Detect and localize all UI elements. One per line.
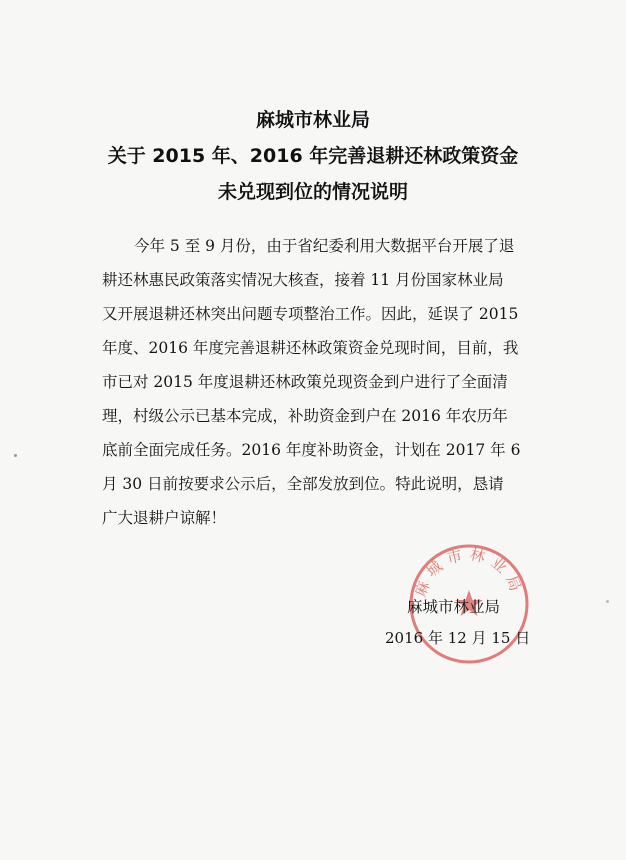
body-line-3: 又开展退耕还林突出问题专项整治工作。因此，延误了 2015 bbox=[102, 305, 519, 323]
body-line-2: 耕还林惠民政策落实情况大核查，接着 11 月份国家林业局 bbox=[102, 271, 504, 289]
scan-speck bbox=[14, 454, 17, 457]
document-title-line-3: 未兑现到位的情况说明 bbox=[217, 181, 408, 203]
body-line-5: 市已对 2015 年度退耕还林政策兑现资金到户进行了全面清 bbox=[102, 373, 508, 391]
body-line-7: 底前全面完成任务。2016 年度补助资金，计划在 2017 年 6 bbox=[102, 441, 521, 459]
scan-speck bbox=[606, 600, 609, 603]
body-line-9: 广大退耕户谅解！ bbox=[102, 509, 227, 527]
body-line-6: 理，村级公示已基本完成，补助资金到户在 2016 年农历年 bbox=[102, 407, 508, 425]
document-title-line-2: 关于 2015 年、2016 年完善退耕还林政策资金 bbox=[107, 145, 519, 167]
svg-text:麻城市林业局: 麻城市林业局 bbox=[411, 545, 527, 600]
body-line-4: 年度、2016 年度完善退耕还林政策资金兑现时间，目前，我 bbox=[102, 339, 519, 357]
body-line-8: 月 30 日前按要求公示后，全部发放到位。特此说明，恳请 bbox=[102, 475, 504, 493]
document-title-line-1: 麻城市林业局 bbox=[255, 109, 370, 131]
signature-date: 2016 年 12 月 15 日 bbox=[385, 629, 531, 647]
signature-organization: 麻城市林业局 bbox=[407, 598, 501, 616]
body-line-1: 今年 5 至 9 月份，由于省纪委利用大数据平台开展了退 bbox=[134, 237, 515, 255]
